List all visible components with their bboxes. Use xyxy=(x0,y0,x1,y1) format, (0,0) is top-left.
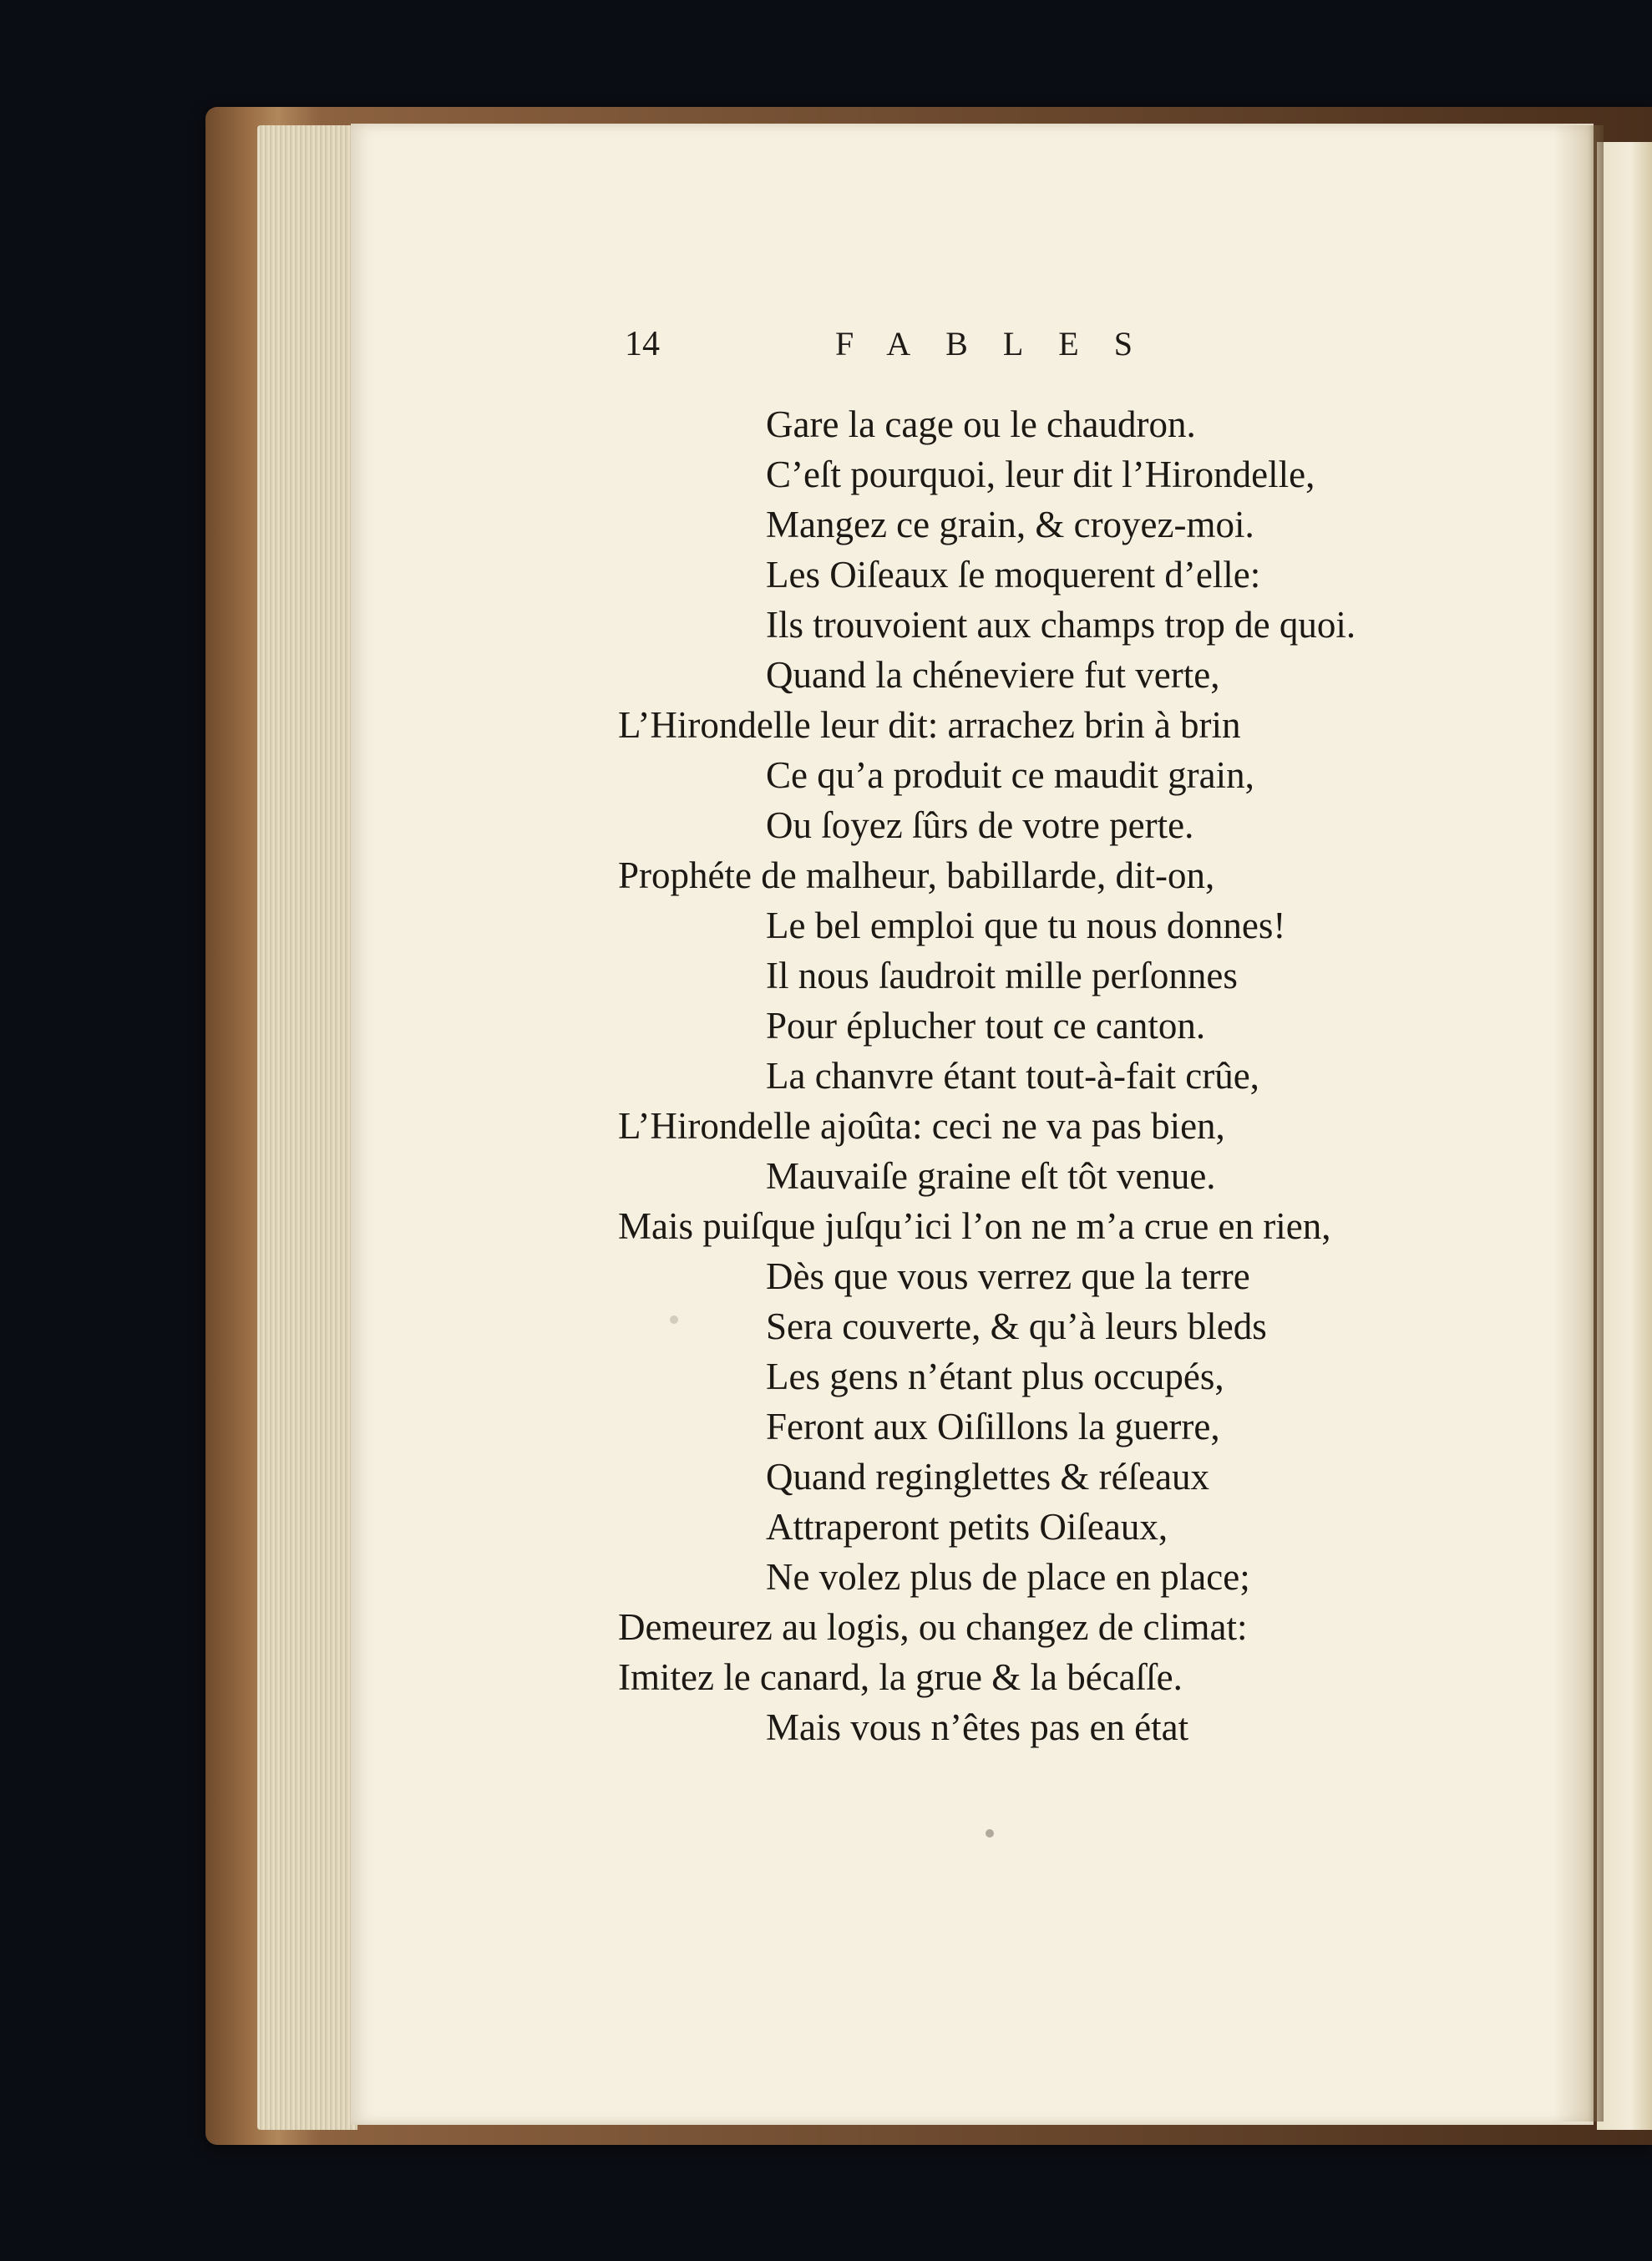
poem-line: Attraperont petits Oiſeaux, xyxy=(766,1506,1168,1548)
poem-line: Prophéte de malheur, babillarde, dit-on, xyxy=(618,854,1215,896)
paper-speck xyxy=(986,1829,994,1838)
poem-line: Les Oiſeaux ſe moquerent d’elle: xyxy=(766,554,1261,596)
poem-line: Mais puiſque juſqu’ici l’on ne m’a crue en rien, xyxy=(618,1205,1331,1247)
poem-line: Sera couverte, & qu’à leurs bleds xyxy=(766,1305,1267,1347)
running-title: FABLES xyxy=(835,325,1168,362)
poem-line: Imitez le canard, la grue & la bécaſſe. xyxy=(618,1656,1183,1698)
poem-text xyxy=(618,399,1453,1752)
poem-line: Mauvaiſe graine eſt tôt venue. xyxy=(766,1155,1216,1197)
poem-line: Demeurez au logis, ou changez de climat: xyxy=(618,1606,1248,1648)
poem-line: Dès que vous verrez que la terre xyxy=(766,1255,1250,1297)
poem-line: Les gens n’étant plus occupés, xyxy=(766,1356,1224,1397)
poem-line: L’Hirondelle ajoûta: ceci ne va pas bien, xyxy=(618,1105,1225,1147)
poem-line: L’Hirondelle leur dit: arrachez brin à brin xyxy=(618,704,1241,746)
gutter-shadow xyxy=(1553,125,1604,2122)
page-edges xyxy=(257,125,357,2130)
poem-line: Gare la cage ou le chaudron. xyxy=(766,403,1196,445)
poem-line: Le bel emploi que tu nous donnes! xyxy=(766,905,1286,946)
poem-line: Ce qu’a produit ce maudit grain, xyxy=(766,754,1254,796)
poem-line: Il nous ſaudroit mille perſonnes xyxy=(766,955,1238,996)
poem-line: Mangez ce grain, & croyez-moi. xyxy=(766,504,1254,545)
poem-line: Mais vous n’êtes pas en état xyxy=(766,1706,1189,1748)
poem-line: La chanvre étant tout-à-fait crûe, xyxy=(766,1055,1259,1097)
poem-line: Quand reginglettes & réſeaux xyxy=(766,1456,1210,1498)
poem-line: Ils trouvoient aux champs trop de quoi. xyxy=(766,604,1356,646)
page-header xyxy=(625,324,1243,374)
poem-line: Quand la chéneviere fut verte, xyxy=(766,654,1220,696)
poem-line: Feront aux Oiſillons la guerre, xyxy=(766,1406,1220,1447)
poem-line: C’eſt pourquoi, leur dit l’Hirondelle, xyxy=(766,454,1315,495)
poem-line: Pour éplucher tout ce canton. xyxy=(766,1005,1206,1047)
page-number: 14 xyxy=(625,325,660,363)
paper-speck xyxy=(670,1316,678,1324)
poem-line: Ne volez plus de place en place; xyxy=(766,1556,1250,1598)
poem-line: Ou ſoyez ſûrs de votre perte. xyxy=(766,804,1194,846)
facing-page-edge xyxy=(1597,142,1652,2130)
